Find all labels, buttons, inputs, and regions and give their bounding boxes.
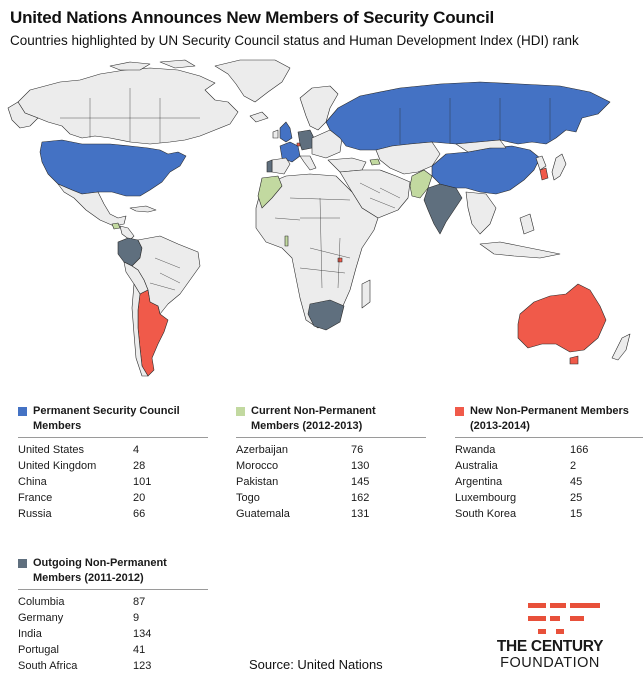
- legend-divider: [18, 589, 208, 590]
- country-luxembourg: [297, 143, 300, 146]
- hdi-rank: 145: [351, 476, 370, 488]
- legend-row: [455, 442, 643, 458]
- legend-title: Permanent Security Council Members: [33, 405, 180, 432]
- logo-line1: THE CENTURY: [496, 638, 604, 655]
- country-name: South Africa: [18, 660, 78, 672]
- legend-title: Current Non-Permanent Members (2012-2013): [251, 405, 376, 432]
- hdi-rank: 123: [133, 660, 152, 672]
- country-rwanda: [338, 258, 342, 262]
- hdi-rank: 15: [570, 508, 583, 520]
- country-azerbaijan: [370, 159, 380, 165]
- chart-title: United Nations Announces New Members of Security Council: [10, 8, 495, 27]
- legend-rows: [18, 442, 208, 522]
- legend-row: [236, 458, 426, 474]
- legend-title: New Non-Permanent Members (2013-2014): [470, 405, 629, 432]
- country-name: China: [18, 476, 47, 488]
- hdi-rank: 2: [570, 460, 577, 472]
- hdi-rank: 134: [133, 628, 152, 640]
- country-name: Morocco: [236, 460, 279, 472]
- hdi-rank: 9: [133, 612, 140, 624]
- hdi-rank: 162: [351, 492, 370, 504]
- country-name: United Kingdom: [18, 460, 97, 472]
- legend-rows: [455, 442, 643, 522]
- legend-row: [18, 490, 208, 506]
- legend-row: [18, 642, 208, 658]
- legend-row: [455, 474, 643, 490]
- century-foundation-logo: [486, 603, 636, 671]
- legend-row: [236, 474, 426, 490]
- hdi-rank: 4: [133, 444, 140, 456]
- legend-row: [18, 658, 208, 674]
- country-name: France: [18, 492, 53, 504]
- legend-current-members: [236, 404, 426, 522]
- country-south-korea: [540, 168, 548, 180]
- legend-swatch-current: [236, 407, 245, 416]
- chart-subtitle: Countries highlighted by UN Security Council status and Human Development Index (HDI) rank: [10, 33, 579, 48]
- hdi-rank: 87: [133, 596, 146, 608]
- hdi-rank: 41: [133, 644, 146, 656]
- country-togo: [285, 236, 288, 246]
- country-portugal: [267, 160, 272, 172]
- legend-row: [18, 474, 208, 490]
- hdi-rank: 76: [351, 444, 364, 456]
- legend-row: [455, 506, 643, 522]
- legend-permanent-members: [18, 404, 208, 522]
- hdi-rank: 166: [570, 444, 589, 456]
- legend-row: [236, 442, 426, 458]
- legend-outgoing-members: [18, 556, 208, 674]
- hdi-rank: 20: [133, 492, 146, 504]
- country-name: Germany: [18, 612, 64, 624]
- legend-row: [18, 442, 208, 458]
- legend-row: [18, 594, 208, 610]
- hdi-rank: 131: [351, 508, 370, 520]
- country-name: Rwanda: [455, 444, 496, 456]
- country-name: Luxembourg: [455, 492, 517, 504]
- logo-mark-icon: [486, 603, 636, 637]
- legend-swatch-permanent: [18, 407, 27, 416]
- country-name: India: [18, 628, 42, 640]
- country-name: Pakistan: [236, 476, 279, 488]
- hdi-rank: 25: [570, 492, 583, 504]
- legend-row: [18, 506, 208, 522]
- legend-row: [236, 506, 426, 522]
- country-name: United States: [18, 444, 85, 456]
- country-germany: [298, 130, 314, 150]
- country-south-africa: [308, 300, 344, 330]
- hdi-rank: 101: [133, 476, 152, 488]
- country-name: Columbia: [18, 596, 65, 608]
- country-name: Togo: [236, 492, 260, 504]
- legend-rows: [236, 442, 426, 522]
- greenland-region: [215, 60, 290, 102]
- legend-row: [18, 626, 208, 642]
- country-name: Azerbaijan: [236, 444, 288, 456]
- legend-new-members: [455, 404, 643, 522]
- legend-divider: [18, 437, 208, 438]
- legend-row: [18, 610, 208, 626]
- country-name: Russia: [18, 508, 52, 520]
- country-name: Guatemala: [236, 508, 290, 520]
- canada-region: [18, 68, 238, 144]
- legend-title: Outgoing Non-Permanent Members (2011-2012): [33, 557, 167, 584]
- country-russia: [326, 82, 610, 150]
- hdi-rank: 28: [133, 460, 146, 472]
- legend-rows: [18, 594, 208, 674]
- legend-row: [18, 458, 208, 474]
- logo-line2: FOUNDATION: [500, 655, 600, 671]
- source-note: Source: United Nations: [249, 657, 383, 672]
- legend-row: [455, 458, 643, 474]
- country-australia-tasmania: [570, 356, 578, 364]
- legend-row: [236, 490, 426, 506]
- country-united-kingdom: [280, 122, 292, 142]
- legend-swatch-outgoing: [18, 559, 27, 568]
- hdi-rank: 130: [351, 460, 370, 472]
- hdi-rank: 66: [133, 508, 146, 520]
- legend-divider: [455, 437, 643, 438]
- country-australia: [518, 284, 606, 352]
- country-name: Portugal: [18, 644, 59, 656]
- legend-divider: [236, 437, 426, 438]
- southeast-asia-region: [466, 192, 496, 234]
- country-india: [424, 184, 462, 234]
- spain-region: [272, 158, 290, 174]
- legend-swatch-new: [455, 407, 464, 416]
- hdi-rank: 45: [570, 476, 583, 488]
- world-map: [0, 58, 643, 398]
- country-name: Australia: [455, 460, 498, 472]
- country-name: South Korea: [455, 508, 517, 520]
- country-name: Argentina: [455, 476, 503, 488]
- legend-row: [455, 490, 643, 506]
